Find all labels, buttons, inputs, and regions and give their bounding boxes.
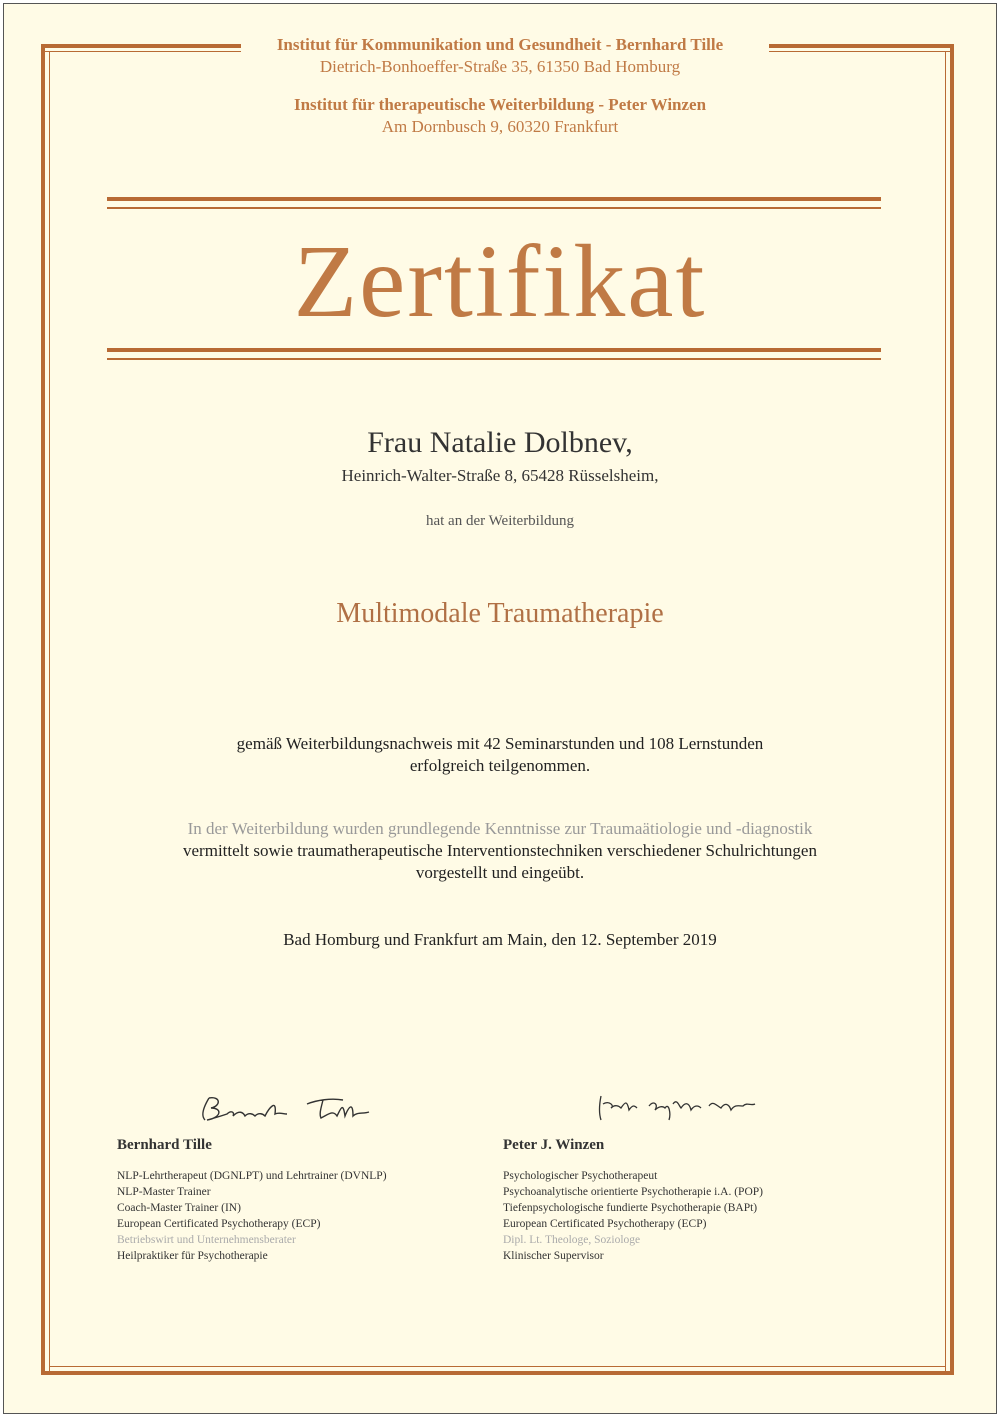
content-line-2: vermittelt sowie traumatherapeutische Interventionstechniken verschiedener Schulrichtungen <box>183 841 817 860</box>
title-rule-bottom-thin <box>107 358 881 360</box>
frame-bottom <box>41 1371 954 1375</box>
place-date: Bad Homburg und Frankfurt am Main, den 12. September 2019 <box>283 930 717 949</box>
signatory-right-qualifications <box>503 1168 833 1264</box>
completion-line-1: gemäß Weiterbildungsnachweis mit 42 Seminarstunden und 108 Lernstunden <box>236 734 764 753</box>
completion-text <box>4 733 996 777</box>
qualification-item: Klinischer Supervisor <box>503 1250 604 1262</box>
title-rule-bottom <box>107 348 881 352</box>
institute2-name: Institut für therapeutische Weiterbildung - Peter Winzen <box>293 95 707 114</box>
qualification-item: European Certificated Psychotherapy (ECP) <box>117 1218 321 1230</box>
content-line-1: In der Weiterbildung wurden grundlegende Kenntnisse zur Traumaätiologie und -diagnostik <box>187 819 813 838</box>
qualification-item: Heilpraktiker für Psychotherapie <box>117 1250 268 1262</box>
signatory-left-qualifications <box>117 1168 447 1264</box>
frame-bottom-inner <box>49 1366 946 1367</box>
certificate-page <box>3 3 997 1414</box>
title-rule-top <box>107 197 881 201</box>
qualification-item: NLP-Lehrtherapeut (DGNLPT) und Lehrtrainer (DVNLP) <box>117 1170 387 1182</box>
content-line-3: vorgestellt und eingeübt. <box>415 863 585 882</box>
institute2-address: Am Dornbusch 9, 60320 Frankfurt <box>381 117 619 136</box>
signature-peter-winzen <box>503 1084 773 1128</box>
course-title: Multimodale Traumatherapie <box>336 598 664 629</box>
signature-bernhard-tille <box>117 1084 387 1128</box>
qualification-item: Betriebswirt und Unternehmensberater <box>117 1234 296 1246</box>
recipient-address: Heinrich-Walter-Straße 8, 65428 Rüsselsheim, <box>341 466 659 485</box>
qualification-item: Psychologischer Psychotherapeut <box>503 1170 658 1182</box>
recipient-name: Frau Natalie Dolbnev, <box>367 426 633 459</box>
institute1-name: Institut für Kommunikation und Gesundheit - Bernhard Tille <box>276 35 724 54</box>
signatory-right <box>503 1084 833 1264</box>
title-rule-top-thin <box>107 207 881 209</box>
qualification-item: Coach-Master Trainer (IN) <box>117 1202 241 1214</box>
completion-line-2: erfolgreich teilgenommen. <box>409 756 591 775</box>
institute1-address: Dietrich-Bonhoeffer-Straße 35, 61350 Bad Homburg <box>319 57 681 76</box>
qualification-item: European Certificated Psychotherapy (ECP) <box>503 1218 707 1230</box>
intro-text: hat an der Weiterbildung <box>425 513 575 529</box>
qualification-item: Psychoanalytische orientierte Psychotherapie i.A. (POP) <box>503 1186 763 1198</box>
qualification-item: NLP-Master Trainer <box>117 1186 211 1198</box>
qualification-item: Tiefenpsychologische fundierte Psychotherapie (BAPt) <box>503 1202 758 1214</box>
signatory-right-name: Peter J. Winzen <box>503 1137 605 1153</box>
content-text <box>4 818 996 884</box>
signatory-left-name: Bernhard Tille <box>117 1137 212 1153</box>
qualification-item: Dipl. Lt. Theologe, Soziologe <box>503 1234 641 1246</box>
signatory-left <box>117 1084 447 1264</box>
certificate-title: Zertifikat <box>293 224 707 339</box>
